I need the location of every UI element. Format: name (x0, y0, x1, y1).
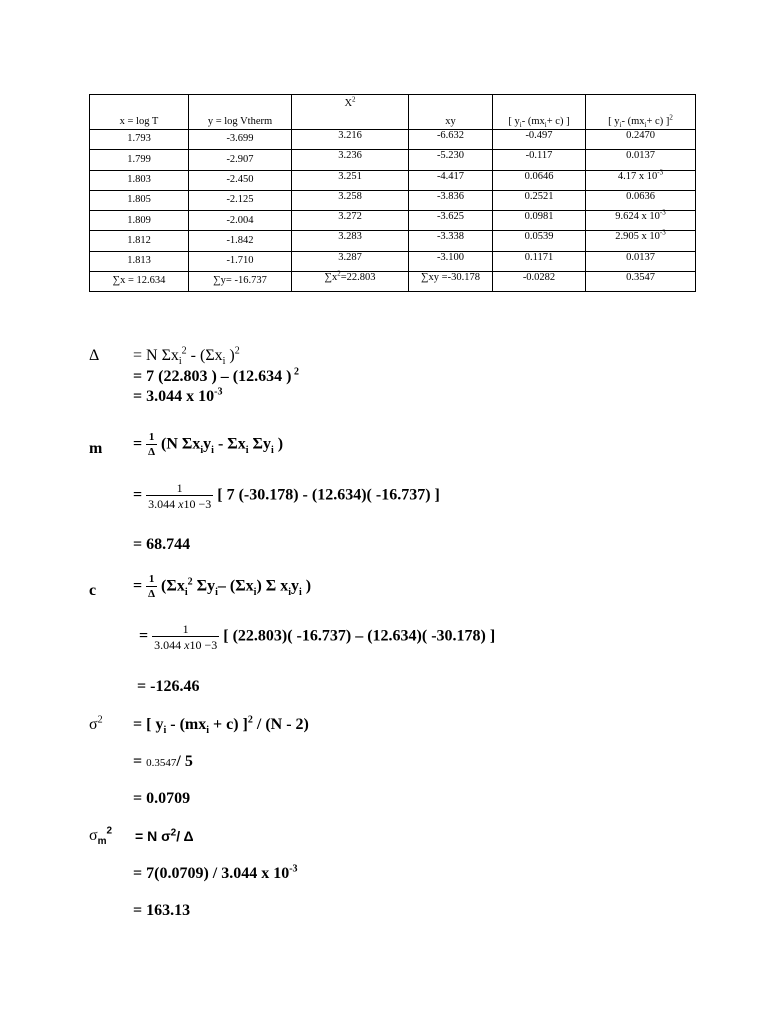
cell-x2: 3.287 (292, 251, 409, 271)
cell-x2: 3.236 (292, 150, 409, 170)
delta-result: = 3.044 x $10^{-3}$ (133, 386, 223, 405)
header-x-squared: $X^2$ (292, 95, 409, 130)
sigma-m-squared-result: = 163.13 (133, 902, 191, 919)
m-result: = 68.744 (133, 536, 191, 553)
cell-residual: 0.1171 (493, 251, 586, 271)
one-over-delta-fraction: $\frac{1}{\Delta}$ (148, 573, 156, 600)
cell-residual-sq: 0.0636 (586, 190, 696, 210)
delta-formula: = N $\Sigma x_i^2 - (\Sigma x_i$ )$^2$ (133, 345, 240, 368)
table-row (90, 150, 696, 170)
m-formula: = $\frac{1}{\Delta}$ (N $\Sigma x_iy_i - \Sigma x_i$ $\Sigma y_i$ ) (133, 431, 284, 458)
table-row (90, 190, 696, 210)
cell-xy: -3.836 (409, 190, 493, 210)
cell-residual-sq: 0.0137 (586, 251, 696, 271)
one-over-delta-fraction: $\frac{1}{\Delta}$ (148, 431, 156, 458)
cell-residual-sq: 0.2470 (586, 130, 696, 150)
cell-y: -1.710 (189, 251, 292, 271)
cell-residual: -0.497 (493, 130, 586, 150)
table-sum-row (90, 272, 696, 292)
cell-y: -3.699 (189, 130, 292, 150)
cell-y: -2.907 (189, 150, 292, 170)
cell-xy: -6.632 (409, 130, 493, 150)
cell-residual-sq: 2.905 x $10^{-3}$ (586, 231, 696, 251)
c-label: c (89, 582, 97, 599)
cell-residual: 0.0981 (493, 211, 586, 231)
m-substitution: = $\frac{1}{3.044 x10 -3}$ [ 7 (-30.178) - (12.634)( -16.737) ] (133, 481, 440, 511)
sum-x: ∑x = 12.634 (90, 272, 189, 292)
c-substitution: = $\frac{1}{3.044 x10 -3}$ [ (22.803)( -16.737) – (12.634)( -30.178) ] (139, 622, 496, 652)
sigma-m-squared-label: $\sigma_m^2$ (89, 825, 113, 848)
sigma-m-squared-formula: = N $\sigma^2/$ Δ (135, 827, 194, 844)
cell-x: 1.805 (90, 190, 189, 210)
cell-y: -2.004 (189, 211, 292, 231)
delta-substitution: = 7 (22.803 ) – (12.634 ) $^2$ (133, 366, 299, 385)
sigma-squared-formula: = [ $y_i - (mx_i + c)$ ]$^2$ / (N - 2) (133, 714, 309, 737)
header-residual-squared: [ $y_i-$ $(mx_i+ c)$ ]$^2$ (586, 95, 696, 130)
cell-x2: 3.283 (292, 231, 409, 251)
table-header-row (90, 95, 696, 130)
cell-y: -2.125 (189, 190, 292, 210)
cell-residual-sq: 4.17 x $10^{-3}$ (586, 170, 696, 190)
delta-label: Δ (89, 347, 100, 364)
sum-xy: ∑xy =-30.178 (409, 272, 493, 292)
header-residual: [ $y_i-$ $(mx_i+ c)$ ] (493, 95, 586, 130)
sigma-m-squared-substitution: = 7(0.0709) / 3.044 x $10^{-3}$ (133, 863, 298, 882)
cell-x2: 3.258 (292, 190, 409, 210)
cell-xy: -3.100 (409, 251, 493, 271)
sum-residual-sq: 0.3547 (586, 272, 696, 292)
table-row (90, 251, 696, 271)
cell-xy: -4.417 (409, 170, 493, 190)
sum-x2: $\sum x^2=22.803$ (292, 272, 409, 292)
cell-x: 1.799 (90, 150, 189, 170)
cell-x2: 3.272 (292, 211, 409, 231)
reciprocal-delta-fraction: $\frac{1}{3.044 x10 -3}$ (154, 622, 218, 652)
cell-x: 1.803 (90, 170, 189, 190)
cell-xy: -5.230 (409, 150, 493, 170)
cell-xy: -3.338 (409, 231, 493, 251)
sigma-squared-substitution: = 0.3547/ 5 (133, 753, 193, 770)
sigma-squared-label: $\sigma^2$ (89, 714, 103, 733)
cell-x2: 3.216 (292, 130, 409, 150)
cell-x: 1.793 (90, 130, 189, 150)
regression-table (89, 94, 696, 292)
sum-y: ∑y= -16.737 (189, 272, 292, 292)
sigma-squared-result: = 0.0709 (133, 790, 191, 807)
table-row (90, 211, 696, 231)
m-label: m (89, 440, 103, 457)
header-xy: xy (409, 95, 493, 130)
cell-x: 1.809 (90, 211, 189, 231)
table-row (90, 130, 696, 150)
cell-y: -1.842 (189, 231, 292, 251)
header-y: y = log Vtherm (189, 95, 292, 130)
cell-residual: -0.117 (493, 150, 586, 170)
cell-residual-sq: 9.624 x $10^{-3}$ (586, 211, 696, 231)
cell-residual-sq: 0.0137 (586, 150, 696, 170)
cell-residual: 0.0646 (493, 170, 586, 190)
cell-x: 1.813 (90, 251, 189, 271)
cell-x: 1.812 (90, 231, 189, 251)
table-row (90, 231, 696, 251)
cell-residual: 0.2521 (493, 190, 586, 210)
cell-residual: 0.0539 (493, 231, 586, 251)
cell-xy: -3.625 (409, 211, 493, 231)
c-formula: = $\frac{1}{\Delta}$ ($\Sigma x_i^2$ $\Sigma y_i-$ $(\Sigma x_i)$ Σ $x_iy_i$ ) (133, 573, 312, 600)
cell-x2: 3.251 (292, 170, 409, 190)
table-row (90, 170, 696, 190)
header-x: x = log T (90, 95, 189, 130)
sum-residual: -0.0282 (493, 272, 586, 292)
cell-y: -2.450 (189, 170, 292, 190)
reciprocal-delta-fraction: $\frac{1}{3.044 x10 -3}$ (148, 481, 212, 511)
c-result: = -126.46 (137, 678, 200, 695)
